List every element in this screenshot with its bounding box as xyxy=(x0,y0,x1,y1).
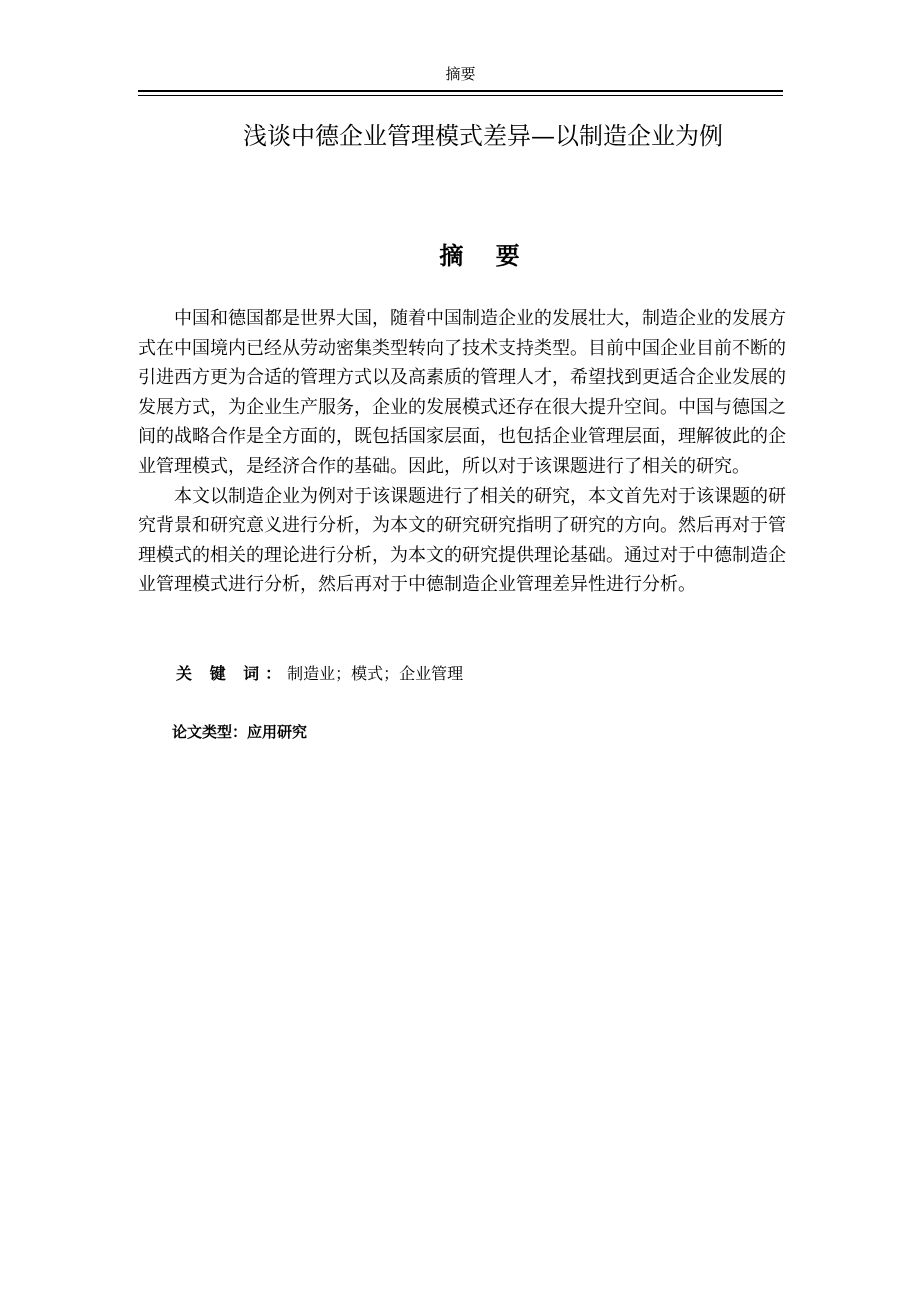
paper-type: 论文类型：应用研究 xyxy=(172,723,308,741)
abstract-body xyxy=(138,304,786,600)
document-title: 浅谈中德企业管理模式差异—以制造企业为例 xyxy=(243,122,723,150)
header-double-rule xyxy=(138,90,783,96)
abstract-paragraph-2: 本文以制造企业为例对于该课题进行了相关的研究，本文首先对于该课题的研究背景和研究意义进行分析，为本文的研究研究指明了研究的方向。然后再对于管理模式的相关的理论进行分析，为本文的研究提供理论基础。通过对于中德制造企业管理模式进行分析，然后再对于中德制造企业管理差异性进行分析。 xyxy=(138,485,786,596)
abstract-paragraph-1: 中国和德国都是世界大国，随着中国制造企业的发展壮大，制造企业的发展方式在中国境内已经从劳动密集类型转向了技术支持类型。目前中国企业目前不断的引进西方更为合适的管理方式以及高素质的管理人才，希望找到更适合企业发展的发展方式，为企业生产服务，企业的发展模式还存在很大提升空间。中国与德国之间的战略合作是全方面的，既包括国家层面，也包括企业管理层面，理解彼此的企业管理模式，是经济合作的基础。因此，所以对于该课题进行了相关的研究。 xyxy=(138,308,786,477)
keywords-line xyxy=(176,661,463,687)
running-header: 摘要 xyxy=(445,65,476,83)
keywords-value: 制造业；模式；企业管理 xyxy=(287,664,464,683)
abstract-heading: 摘 要 xyxy=(439,242,532,270)
keywords-label: 关 键 词： xyxy=(176,664,288,683)
